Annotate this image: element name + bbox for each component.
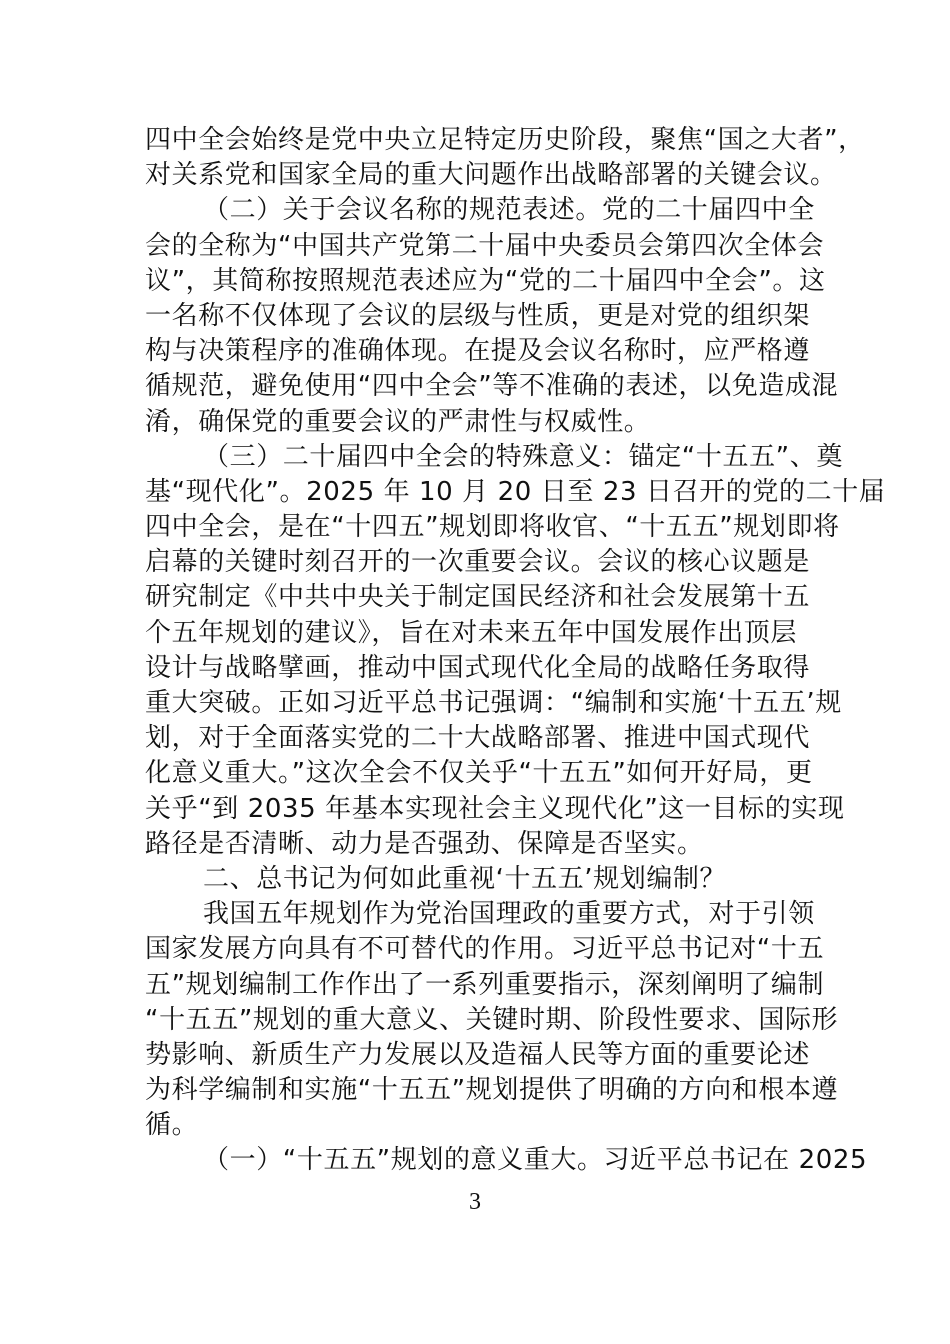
text-line-15: 个五年规划的建议》，旨在对未来五年中国发展作出顶层 — [145, 617, 798, 648]
text-line-29: 循。 — [145, 1110, 199, 1141]
text-line-14: 研究制定《中共中央关于制定国民经济和社会发展第十五 — [145, 582, 811, 613]
section-heading: 二、总书记为何如此重视‘十五五’规划编制？ — [203, 863, 727, 894]
text-line-10: （三）二十届四中全会的特殊意义：锚定“十五五”、奠 — [203, 441, 843, 472]
page-number: 3 — [469, 1189, 481, 1215]
text-line-20: 关乎“到 2035 年基本实现社会主义现代化”这一目标的实现 — [145, 793, 845, 824]
text-line-11: 基“现代化”。2025 年 10 月 20 日至 23 日召开的党的二十届 — [145, 476, 886, 507]
body-text — [145, 123, 886, 1179]
text-line-13: 启幕的关键时刻召开的一次重要会议。会议的核心议题是 — [145, 547, 811, 578]
text-line-19: 化意义重大。”这次全会不仅关乎“十五五”如何开好局，更 — [145, 758, 813, 789]
text-line-9: 淆，确保党的重要会议的严肃性与权威性。 — [145, 406, 651, 437]
text-line-1: 四中全会始终是党中央立足特定历史阶段，聚焦“国之大者”， — [145, 125, 865, 155]
text-line-30: （一）“十五五”规划的意义重大。习近平总书记在 2025 — [203, 1145, 868, 1176]
text-line-8: 循规范，避免使用“四中全会”等不准确的表述，以免造成混 — [145, 371, 839, 402]
text-line-3: （二）关于会议名称的规范表述。党的二十届四中全 — [203, 195, 815, 226]
text-line-23: 我国五年规划作为党治国理政的重要方式，对于引领 — [203, 899, 815, 930]
text-line-24: 国家发展方向具有不可替代的作用。习近平总书记对“十五 — [145, 934, 825, 965]
text-line-12: 四中全会，是在“十四五”规划即将收官、“十五五”规划即将 — [145, 512, 840, 543]
text-line-7: 构与决策程序的准确体现。在提及会议名称时，应严格遵 — [145, 336, 811, 367]
text-line-6: 一名称不仅体现了会议的层级与性质，更是对党的组织架 — [145, 300, 811, 331]
text-line-2: 对关系党和国家全局的重大问题作出战略部署的关键会议。 — [145, 160, 837, 191]
text-line-4: 会的全称为“中国共产党第二十届中央委员会第四次全体会 — [145, 230, 825, 261]
text-line-18: 划，对于全面落实党的二十大战略部署、推进中国式现代 — [145, 723, 811, 754]
text-line-5: 议”，其简称按照规范表述应为“党的二十届四中全会”。这 — [145, 265, 826, 296]
text-line-17: 重大突破。正如习近平总书记强调：“编制和实施‘十五五’规 — [145, 688, 842, 718]
text-line-26: “十五五”规划的重大意义、关键时期、阶段性要求、国际形 — [145, 1004, 839, 1035]
text-line-27: 势影响、新质生产力发展以及造福人民等方面的重要论述 — [145, 1039, 811, 1070]
text-line-16: 设计与战略擘画，推动中国式现代化全局的战略任务取得 — [145, 652, 811, 683]
text-line-25: 五”规划编制工作作出了一系列重要指示，深刻阐明了编制 — [145, 969, 825, 1000]
text-line-28: 为科学编制和实施“十五五”规划提供了明确的方向和根本遵 — [145, 1075, 839, 1106]
text-line-21: 路径是否清晰、动力是否强劲、保障是否坚实。 — [145, 828, 704, 859]
